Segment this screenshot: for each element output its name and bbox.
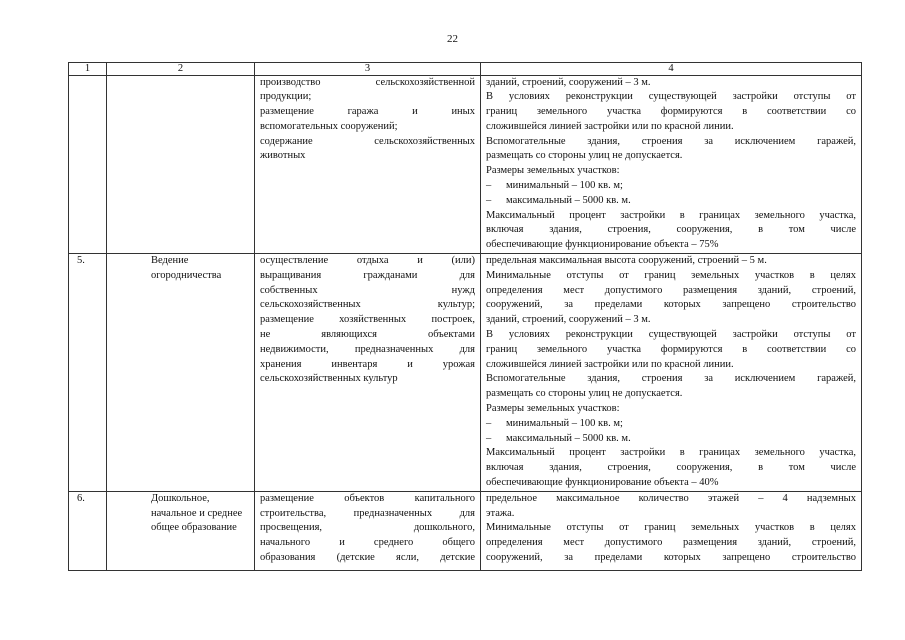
text-line: Размеры земельных участков: bbox=[486, 403, 620, 415]
bullet-dash: – bbox=[486, 417, 492, 429]
bullet-dash: – bbox=[486, 432, 492, 444]
text-line: просвещения, дошкольного, bbox=[260, 522, 475, 534]
text-line: зданий, строений, сооружений – 3 м. bbox=[486, 76, 651, 88]
land-use-name-cell: Дошкольное, начальное и среднее общее образование bbox=[107, 491, 255, 570]
text-line: сложившейся линией застройки или по красной линии. bbox=[486, 358, 734, 370]
text-line: строительства, предназначенных для bbox=[260, 507, 475, 519]
regulations-table bbox=[68, 62, 862, 571]
text-line: определения мест допустимого размещения зданий, строений, bbox=[486, 284, 856, 296]
bullet-text: максимальный – 5000 кв. м. bbox=[506, 194, 631, 206]
text-line: сооружений, за пределами которых запрещено строительство bbox=[486, 299, 856, 311]
text-line: Минимальные отступы от границ земельных участков в целях bbox=[486, 269, 856, 281]
bullet-text: минимальный – 100 кв. м; bbox=[506, 417, 623, 429]
text-line: животных bbox=[260, 150, 306, 162]
text-line: Вспомогательные здания, строения за исключением гаражей, bbox=[486, 135, 856, 147]
text-line: не являющихся объектами bbox=[260, 329, 475, 341]
text-line: границ земельного участка формируются в соответствии со bbox=[486, 343, 856, 355]
text-line: содержание сельскохозяйственных bbox=[260, 135, 475, 147]
text-line: В условиях реконструкции существующей застройки отступы от bbox=[486, 329, 856, 341]
header-cell: 2 bbox=[107, 63, 255, 76]
text-line: В условиях реконструкции существующей застройки отступы от bbox=[486, 91, 856, 103]
table-row bbox=[69, 254, 862, 492]
bullet-item bbox=[486, 432, 856, 447]
row-number-cell: 6. bbox=[69, 491, 107, 570]
row-number-cell: 5. bbox=[69, 254, 107, 492]
text-line: обеспечивающие функционирование объекта – 75% bbox=[486, 239, 719, 251]
text-line: осуществление отдыха и (или) bbox=[260, 255, 475, 267]
text-line: вспомогательных сооружений; bbox=[260, 120, 398, 132]
table-row bbox=[69, 75, 862, 254]
header-cell: 3 bbox=[255, 63, 481, 76]
permitted-use-description-cell bbox=[255, 491, 481, 570]
text-line: границ земельного участка формируются в соответствии со bbox=[486, 106, 856, 118]
header-cell: 4 bbox=[481, 63, 862, 76]
text-line: этажа. bbox=[486, 507, 515, 519]
bullet-item bbox=[486, 194, 856, 209]
text-line: Вспомогательные здания, строения за исключением гаражей, bbox=[486, 373, 856, 385]
bullet-dash: – bbox=[486, 194, 492, 206]
table-header-row bbox=[69, 63, 862, 76]
permitted-use-description-cell bbox=[255, 75, 481, 254]
text-line: образования (детские ясли, детские bbox=[260, 552, 475, 563]
text-line: сельскохозяйственных культур; bbox=[260, 299, 475, 311]
header-cell: 1 bbox=[69, 63, 107, 76]
text-line: сельскохозяйственных культур bbox=[260, 373, 398, 385]
text-line: размещать со стороны улиц не допускается. bbox=[486, 388, 683, 400]
text-line: выращивания гражданами для bbox=[260, 269, 475, 281]
bullet-text: максимальный – 5000 кв. м. bbox=[506, 432, 631, 444]
text-line: сложившейся линией застройки или по красной линии. bbox=[486, 120, 734, 132]
text-line: предельное максимальное количество этажей – 4 надземных bbox=[486, 492, 856, 504]
text-line: Размеры земельных участков: bbox=[486, 165, 620, 177]
parameters-cell bbox=[481, 254, 862, 492]
text-line: размещение объектов капитального bbox=[260, 492, 475, 504]
text-line: включая здания, строения, сооружения, в том числе bbox=[486, 224, 856, 236]
parameters-cell bbox=[481, 75, 862, 254]
text-line: зданий, строений, сооружений – 3 м. bbox=[486, 314, 651, 326]
parameters-cell bbox=[481, 491, 862, 570]
permitted-use-description-cell bbox=[255, 254, 481, 492]
text-line: продукции; bbox=[260, 91, 312, 103]
text-line: включая здания, строения, сооружения, в том числе bbox=[486, 462, 856, 474]
text-line: размещать со стороны улиц не допускается. bbox=[486, 150, 683, 162]
text-line: Максимальный процент застройки в границах земельного участка, bbox=[486, 209, 856, 221]
text-line: производство сельскохозяйственной bbox=[260, 76, 475, 88]
bullet-dash: – bbox=[486, 180, 492, 192]
text-line: размещение хозяйственных построек, bbox=[260, 314, 475, 326]
text-line: сооружений, за пределами которых запрещено строительство bbox=[486, 552, 856, 563]
text-line: собственных нужд bbox=[260, 284, 475, 296]
text-line: Максимальный процент застройки в границах земельного участка, bbox=[486, 447, 856, 459]
bullet-item bbox=[486, 179, 856, 194]
text-line: начального и среднего общего bbox=[260, 537, 475, 549]
text-line: Минимальные отступы от границ земельных участков в целях bbox=[486, 522, 856, 534]
text-line: хранения инвентаря и урожая bbox=[260, 358, 475, 370]
text-line: определения мест допустимого размещения зданий, строений, bbox=[486, 537, 856, 549]
bullet-text: минимальный – 100 кв. м; bbox=[506, 180, 623, 192]
land-use-name-cell bbox=[107, 75, 255, 254]
text-line: недвижимости, предназначенных для bbox=[260, 343, 475, 355]
land-use-name-cell: Ведение огородничества bbox=[107, 254, 255, 492]
bullet-item bbox=[486, 417, 856, 432]
page-number: 22 bbox=[447, 33, 458, 45]
text-line: обеспечивающие функционирование объекта – 40% bbox=[486, 477, 719, 489]
table-row bbox=[69, 491, 862, 570]
text-line: размещение гаража и иных bbox=[260, 106, 475, 118]
text-line: предельная максимальная высота сооружений, строений – 5 м. bbox=[486, 255, 767, 267]
row-number-cell bbox=[69, 75, 107, 254]
